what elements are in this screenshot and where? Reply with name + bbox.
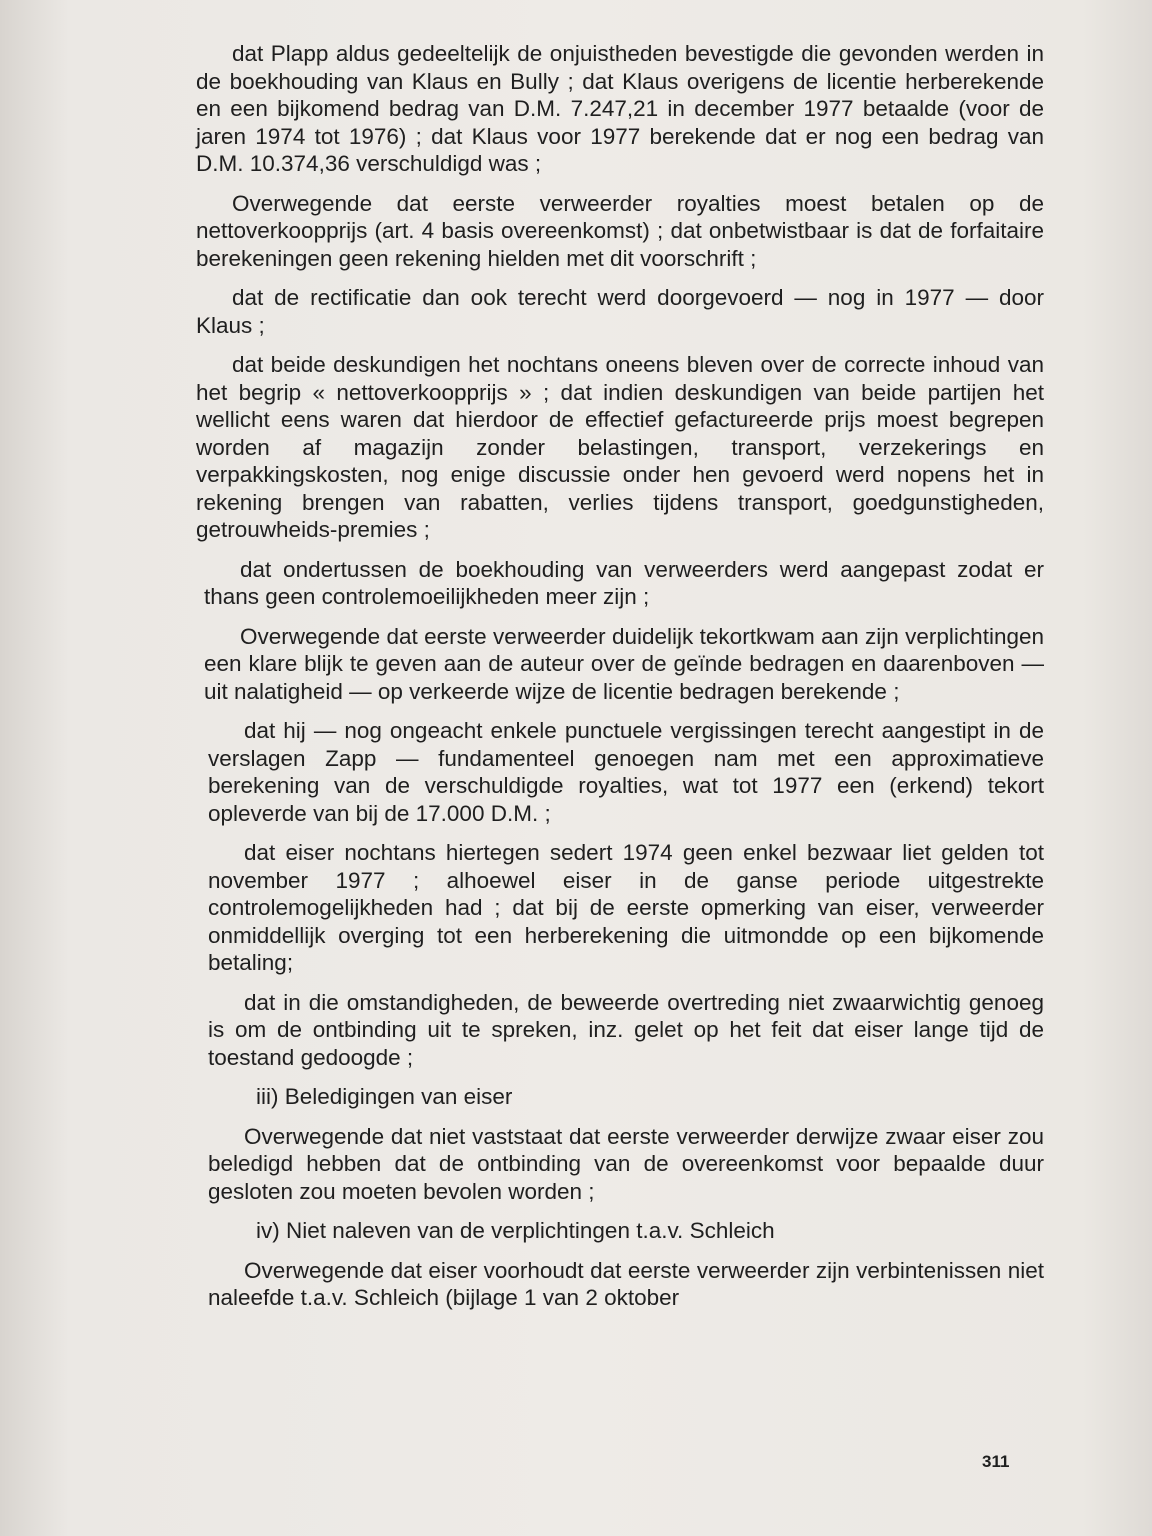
paragraph-3: dat de rectificatie dan ook terecht werd doorgevoerd — nog in 1977 — door Klaus ; — [196, 285, 1044, 338]
paragraph-10: Overwegende dat niet vaststaat dat eerste verweerder derwijze zwaar eiser zou beledigd hebben dat de ontbinding van de overeenkomst voor bepaalde duur gesloten zou moeten bevolen worden ; — [208, 1123, 1044, 1204]
paragraph-7: dat hij — nog ongeacht enkele punctuele vergissingen terecht aangestipt in de verslagen Zapp — fundamenteel genoegen nam met een approximatieve berekening van de verschuldigde royalties, wat tot 1977 een (erkend) tekort opleverde van bij de 17.000 D.M. ; — [208, 718, 1044, 826]
section-heading-iii: iii) Beledigingen van eiser — [256, 1084, 513, 1109]
paragraph-6: Overwegende dat eerste verweerder duidelijk tekortkwam aan zijn verplichtingen een klare blijk te geven aan de auteur over de geïnde bedragen en daarenboven — uit nalatigheid — op verkeerde wijze de licentie bedragen berekende ; — [204, 623, 1044, 704]
page-number: 311 — [982, 1452, 1010, 1471]
paragraph-9: dat in die omstandigheden, de beweerde overtreding niet zwaarwichtig genoeg is om de ontbinding uit te spreken, inz. gelet op het feit dat eiser lange tijd de toestand gedoogde ; — [208, 989, 1044, 1070]
paragraph-5: dat ondertussen de boekhouding van verweerders werd aangepast zodat er thans geen controlemoeilijkheden meer zijn ; — [204, 556, 1044, 609]
paragraph-4: dat beide deskundigen het nochtans oneens bleven over de correcte inhoud van het begrip « nettoverkoopprijs » ; dat indien deskundigen van beide partijen het wellicht eens waren dat hierdoor de effectief gefactureerde prijs moest begrepen worden af magazijn zonder belastingen, transport, verzekerings en verpakkingskosten, nog enige discussie onder hen gevoerd werd nopens het in rekening brengen van rabatten, verlies tijdens transport, goedgunstigheden, getrouwheids-premies ; — [196, 352, 1044, 542]
paragraph-2: Overwegende dat eerste verweerder royalties moest betalen op de nettoverkoopprijs (art. 4 basis overeenkomst) ; dat onbetwistbaar is dat de forfaitaire berekeningen geen rekening hielden met dit voorschrift ; — [196, 190, 1044, 271]
text-column — [196, 40, 1044, 1324]
paragraph-1: dat Plapp aldus gedeeltelijk de onjuistheden bevestigde die gevonden werden in de boekhouding van Klaus en Bully ; dat Klaus overigens de licentie herberekende en een bijkomend bedrag van D.M. 7.247,21 in december 1977 betaalde (voor de jaren 1974 tot 1976) ; dat Klaus voor 1977 berekende dat er nog een bedrag van D.M. 10.374,36 verschuldigd was ; — [196, 41, 1044, 176]
paragraph-11: Overwegende dat eiser voorhoudt dat eerste verweerder zijn verbintenissen niet naleefde t.a.v. Schleich (bijlage 1 van 2 oktober — [208, 1257, 1044, 1310]
section-heading-iv: iv) Niet naleven van de verplichtingen t.a.v. Schleich — [256, 1218, 775, 1243]
paragraph-8: dat eiser nochtans hiertegen sedert 1974 geen enkel bezwaar liet gelden tot november 1977 ; alhoewel eiser in de ganse periode uitgestrekte controlemogelijkheden had ; dat bij de eerste opmerking van eiser, verweerder onmiddellijk overging tot een herberekening die uitmondde op een bijkomende betaling; — [208, 840, 1044, 975]
